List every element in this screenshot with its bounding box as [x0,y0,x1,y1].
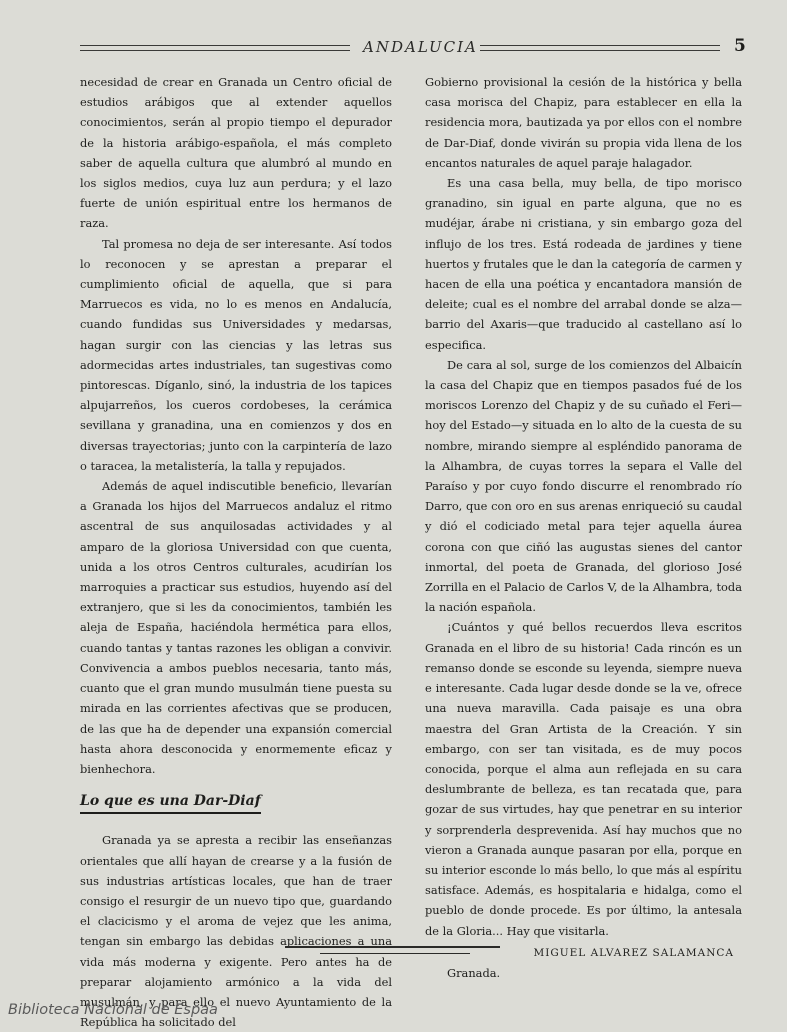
left-column [80,72,392,1032]
library-watermark: Biblioteca Nacional de Espaa [8,1002,218,1018]
right-column [425,72,742,983]
paragraph: Además de aquel indiscutible beneficio, llevarían a Granada los hijos del Marruecos andaluz el ritmo ascentral de sus anquilosadas actividades y al amparo de la gloriosa Universidad con que cuenta, unida a los otros Centros culturales, acudirían los marroquies a practicar sus estudios, huyendo así del extranjero, que si les da conocimientos, también les aleja de España, haciéndola hermética para ellos, cuando tantas y tantas razones les obligan a convivir. Convivencia a ambos pueblos necesaria, tanto más, cuanto que el gran mundo musulmán tiene puesta su mirada en las corrientes afectivas que se producen, de las que ha de depender una expansión comercial hasta ahora desconocida y enormemente eficaz y bienhechora. [80,479,392,776]
signature-city: Granada. [447,965,501,980]
paragraph: De cara al sol, surge de los comienzos del Albaicín la casa del Chapiz que en tiempos pasados fué de los moriscos Lorenzo del Chapiz y de su cuñado el Feri—hoy del Estado—y situada en lo alto de la cuesta de su nombre, mirando siempre al espléndido panorama de la Alhambra, de cuyas torres la separa el Valle del Paraíso y por cuyo fondo discurre el renombrado río Darro, que con oro en sus arenas enriqueció su caudal y dió el codiciado metal para tejer aquella áurea corona con que ciñó las augustas sienes del cantor inmortal, del poeta de Granada, del glorioso José Zorrilla en el Palacio de Carlos V, de la Alhambra, toda la nación española. [425,357,742,615]
page-number: 5 [734,36,746,56]
paragraph: Tal promesa no deja de ser interesante. Así todos lo reconocen y se aprestan a preparar el cumplimiento oficial de aquella, que si para Marruecos es vida, no lo es menos en Andalucía, cuando fundidas sus Universidades y medarsas, hagan surgir con las ciencias y las letras sus adormecidas artes industriales, tan sugestivas como pintorescas. Díganlo, sinó, la industria de los tapices alpujarreños, los cueros cordobeses, la cerámica sevillana y granadina, una en comienzos y dos en diversas trayectorias; junto con la carpintería de lazo o taracea, la metalistería, la talla y repujados. [80,236,392,473]
section-heading: Lo que es una Dar-Diaf [80,791,261,814]
running-title: ANDALUCIA [363,38,478,56]
paragraph: Granada ya se apresta a recibir las enseñanzas orientales que allí hayan de crearse y a la fusión de sus industrias artísticas locales, que han de traer consigo el resurgir de un nuevo tipo que, guardando el clacicismo y el aroma de vejez que les anima, tengan sin embargo las debidas aplicaciones a una vida más moderna y exigente. Pero antes ha de preparar alojamiento armónico a la vida del musulmán, y para ello el nuevo Ayuntamiento de la República ha solicitado del [80,833,392,1030]
paragraph: Gobierno provisional la cesión de la histórica y bella casa morisca del Chapiz, para establecer en ella la residencia mora, bautizada ya por ellos con el nombre de Dar-Diaf, donde vivirán su propia vida llena de los encantos naturales de aquel paraje halagador. [425,75,742,170]
header-rule-left [80,45,350,51]
footer-rule [285,946,500,948]
header-rule-right [480,45,720,51]
paragraph: necesidad de crear en Granada un Centro oficial de estudios arábigos que al extender aquellos conocimientos, serán al propio tiempo el depurador de la historia arábigo-española, el más completo saber de aquella cultura que alumbró al mundo en los siglos medios, cuya luz aun perdura; y el lazo fuerte de unión espiritual entre los hermanos de raza. [80,75,392,231]
paragraph: Es una casa bella, muy bella, de tipo morisco granadino, sin igual en parte alguna, que no es mudéjar, árabe ni cristiana, y sin embargo goza del influjo de los tres. Está rodeada de jardines y tiene huertos y frutales que le dan la categoría de carmen y hacen de ella una poética y encantadora mansión de deleite; cual es el nombre del arrabal donde se alza—barrio del Axaris—que traducido al castellano así lo especifica. [425,176,742,352]
running-header [80,38,770,60]
footer-rule [320,953,470,954]
author-signature: MIGUEL ALVAREZ SALAMANCA [533,946,734,959]
paragraph: ¡Cuántos y qué bellos recuerdos lleva escritos Granada en el libro de su historia! Cada rincón es un remanso donde se esconde su leyenda, siempre nueva e interesante. Cada lugar desde donde se la ve, ofrece una nueva maravilla. Cada paisaje es una obra maestra del Gran Artista de la Creación. Y sin embargo, con ser tan visitada, es de muy pocos conocida, porque el alma aun reflejada en su cara deslumbrante de belleza, es tan recatada que, para gozar de sus virtudes, hay que penetrar en su interior y sorprenderla desprevenida. Así hay muchos que no vieron a Granada aunque pasaran por ella, porque en su interior esconde lo más bello, lo que más al espíritu satisface. Además, es hospitalaria e hidalga, como el pueblo de donde procede. Es por último, la antesala de la Gloria... Hay que visitarla. [425,620,742,938]
